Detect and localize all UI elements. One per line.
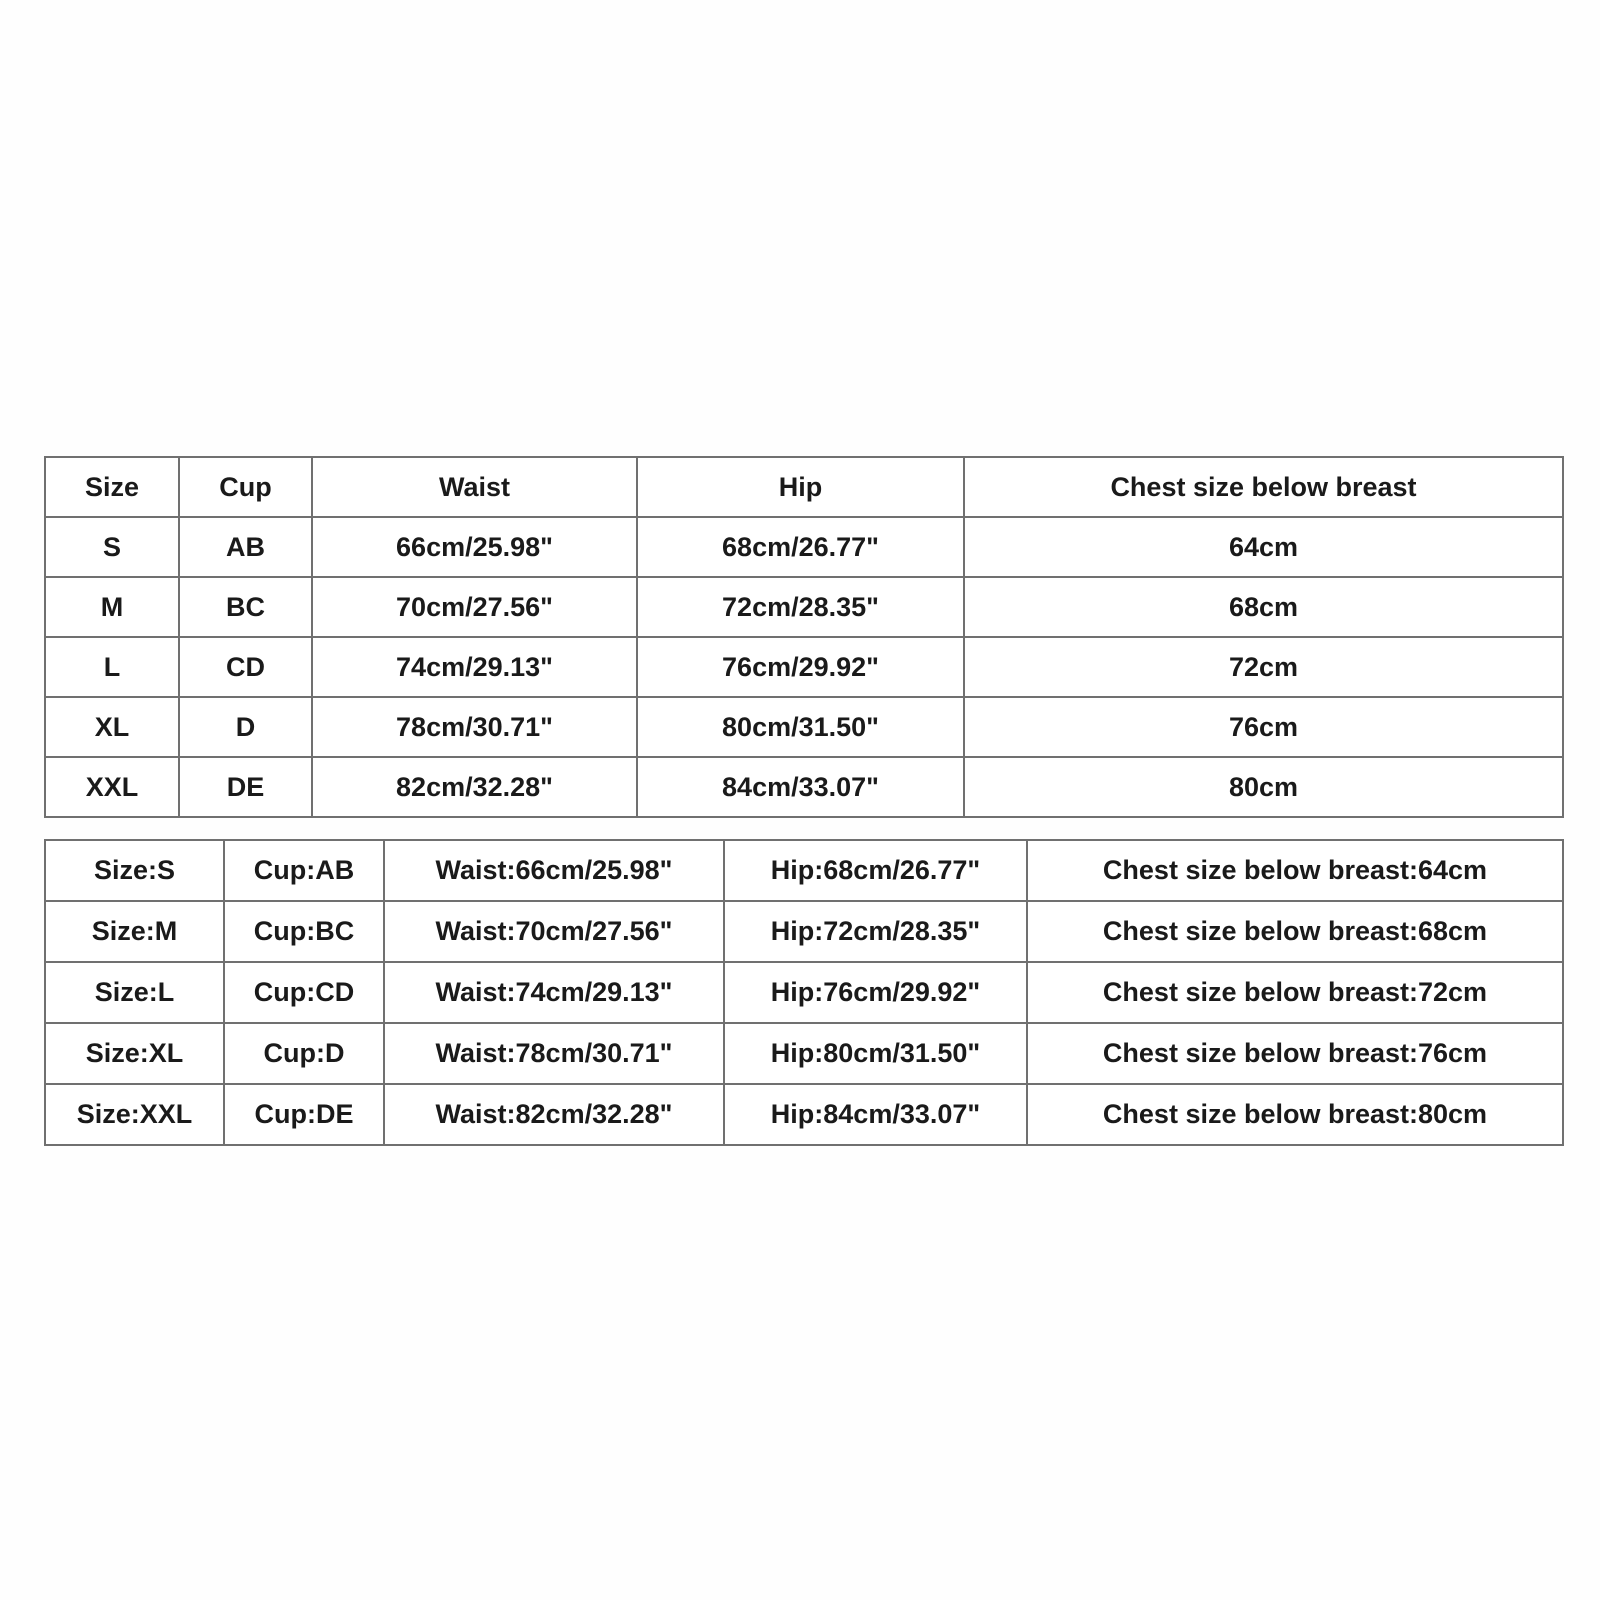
chest-cell: Chest size below breast:72cm — [1027, 962, 1563, 1023]
hip-cell: Hip:68cm/26.77" — [724, 840, 1027, 901]
size-cell: Size:L — [45, 962, 224, 1023]
waist-cell: Waist:66cm/25.98" — [384, 840, 724, 901]
chest-cell: Chest size below breast:68cm — [1027, 901, 1563, 962]
table-row — [45, 637, 1563, 697]
size-cell: Size:S — [45, 840, 224, 901]
waist-cell: 78cm/30.71" — [312, 697, 637, 757]
cup-cell: D — [179, 697, 312, 757]
table-row — [45, 577, 1563, 637]
table-row — [45, 517, 1563, 577]
waist-cell: 82cm/32.28" — [312, 757, 637, 817]
waist-cell: 70cm/27.56" — [312, 577, 637, 637]
size-cell: Size:XXL — [45, 1084, 224, 1145]
chest-cell: 64cm — [964, 517, 1563, 577]
size-chart-table — [44, 456, 1564, 818]
cup-cell: Cup:D — [224, 1023, 384, 1084]
waist-cell: Waist:82cm/32.28" — [384, 1084, 724, 1145]
size-cell: Size:M — [45, 901, 224, 962]
cup-cell: DE — [179, 757, 312, 817]
hip-cell: Hip:72cm/28.35" — [724, 901, 1027, 962]
chest-cell: Chest size below breast:64cm — [1027, 840, 1563, 901]
hip-cell: Hip:84cm/33.07" — [724, 1084, 1027, 1145]
hip-cell: 72cm/28.35" — [637, 577, 964, 637]
waist-cell: Waist:78cm/30.71" — [384, 1023, 724, 1084]
hip-cell: 80cm/31.50" — [637, 697, 964, 757]
hip-cell: Hip:80cm/31.50" — [724, 1023, 1027, 1084]
cup-cell: CD — [179, 637, 312, 697]
table-row — [45, 901, 1563, 962]
chest-cell: 72cm — [964, 637, 1563, 697]
cup-cell: BC — [179, 577, 312, 637]
table-row — [45, 840, 1563, 901]
hip-cell: 76cm/29.92" — [637, 637, 964, 697]
header-size: Size — [45, 457, 179, 517]
chest-cell: 76cm — [964, 697, 1563, 757]
labeled-size-chart-table — [44, 839, 1564, 1146]
hip-cell: 68cm/26.77" — [637, 517, 964, 577]
header-hip: Hip — [637, 457, 964, 517]
table-row — [45, 697, 1563, 757]
hip-cell: Hip:76cm/29.92" — [724, 962, 1027, 1023]
header-chest: Chest size below breast — [964, 457, 1563, 517]
table-row — [45, 1023, 1563, 1084]
waist-cell: 66cm/25.98" — [312, 517, 637, 577]
chest-cell: Chest size below breast:80cm — [1027, 1084, 1563, 1145]
chest-cell: Chest size below breast:76cm — [1027, 1023, 1563, 1084]
chest-cell: 80cm — [964, 757, 1563, 817]
size-cell: M — [45, 577, 179, 637]
size-cell: XL — [45, 697, 179, 757]
hip-cell: 84cm/33.07" — [637, 757, 964, 817]
size-cell: XXL — [45, 757, 179, 817]
chest-cell: 68cm — [964, 577, 1563, 637]
cup-cell: AB — [179, 517, 312, 577]
table-row — [45, 757, 1563, 817]
table-row — [45, 962, 1563, 1023]
table-row — [45, 1084, 1563, 1145]
header-row — [45, 457, 1563, 517]
waist-cell: Waist:70cm/27.56" — [384, 901, 724, 962]
waist-cell: Waist:74cm/29.13" — [384, 962, 724, 1023]
cup-cell: Cup:BC — [224, 901, 384, 962]
size-cell: L — [45, 637, 179, 697]
cup-cell: Cup:DE — [224, 1084, 384, 1145]
size-cell: Size:XL — [45, 1023, 224, 1084]
size-cell: S — [45, 517, 179, 577]
cup-cell: Cup:CD — [224, 962, 384, 1023]
cup-cell: Cup:AB — [224, 840, 384, 901]
waist-cell: 74cm/29.13" — [312, 637, 637, 697]
header-waist: Waist — [312, 457, 637, 517]
header-cup: Cup — [179, 457, 312, 517]
